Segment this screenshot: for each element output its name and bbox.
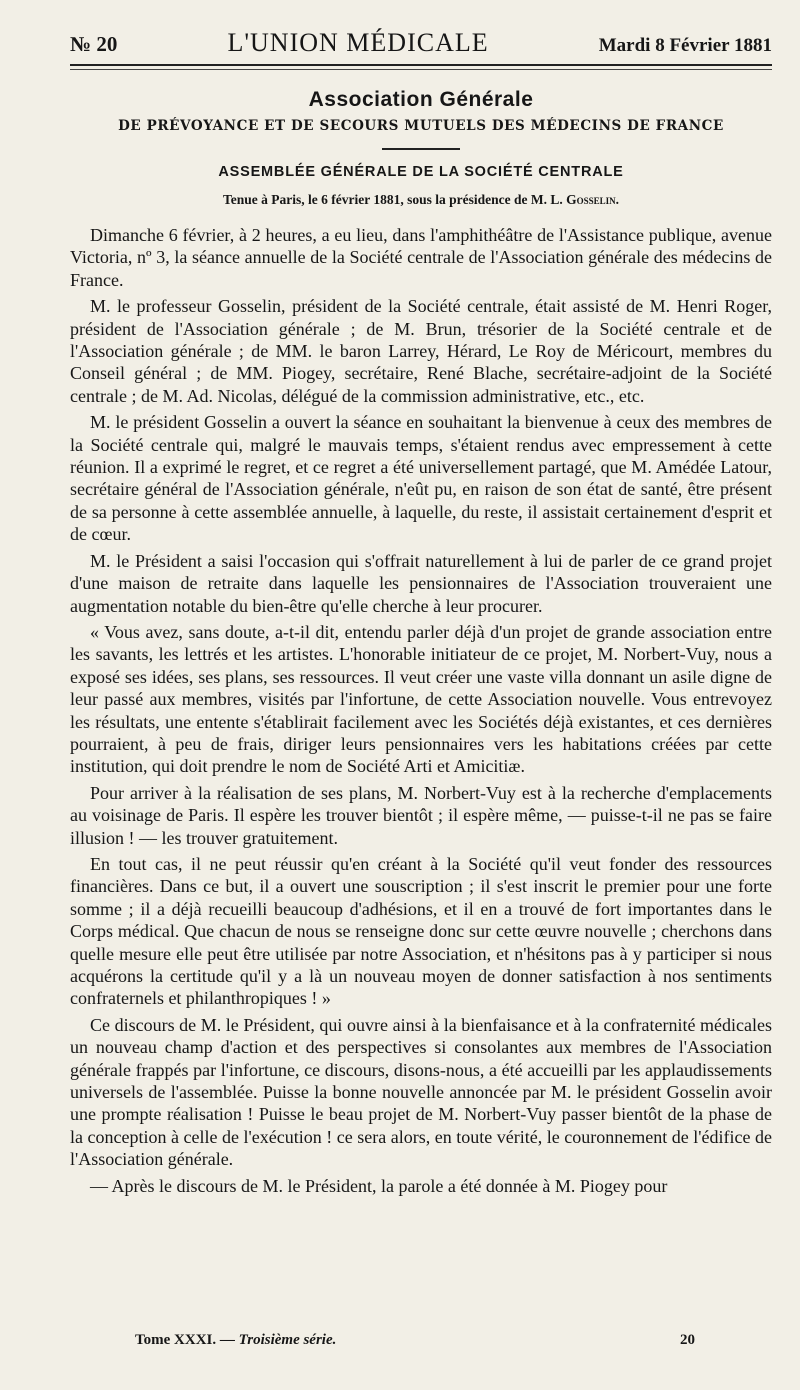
separator-rule xyxy=(382,148,460,150)
session-prefix: Tenue à Paris, le 6 février 1881, sous la présidence de M. L. xyxy=(222,192,567,207)
footer-volume xyxy=(135,1332,336,1349)
paragraph: — Après le discours de M. le Président, la parole a été donnée à M. Piogey pour xyxy=(90,1175,668,1196)
paragraph: Pour arriver à la réalisation de ses plans, M. Norbert-Vuy est à la recherche d'emplacements au voisinage de Paris. Il espère les trouver bientôt ; il espère même, — puisse-t-il ne pas se faire illusion ! — les trouver gratuitement. xyxy=(70,782,772,848)
session-line xyxy=(70,192,772,208)
paragraph: M. le Président a saisi l'occasion qui s'offrait naturellement à lui de parler de ce grand projet d'une maison de retraite dans laquelle les pensionnaires de l'Association trouveraient une augmentation notable du bien-être qu'elle cherche à leur procurer. xyxy=(70,550,772,616)
paragraph: Dimanche 6 février, à 2 heures, a eu lieu, dans l'amphithéâtre de l'Assistance publique, avenue Victoria, nº 3, la séance annuelle de la Société centrale de l'Association générale des médecins de France. xyxy=(70,225,772,290)
session-suffix: . xyxy=(615,192,619,207)
volume-label: Tome XXXI. — xyxy=(135,1332,239,1348)
masthead-rule xyxy=(70,64,772,66)
session-president-name: Gosselin xyxy=(566,192,616,207)
article-body xyxy=(70,224,772,1197)
paragraph: En tout cas, il ne peut réussir qu'en créant à la Société qu'il veut fonder des ressources financières. Dans ce but, il a ouvert une souscription ; il s'est inscrit le premier pour une forte somme ; il a déjà recueilli beaucoup d'adhésions, et il en a trouvé de fort importantes dans le Corps médical. Que chacun de nous se renseigne donc sur cette œuvre nouvelle ; cherchons dans quelle mesure elle peut être utilisée par notre Association, et n'hésitons pas à y participer si nous acquérons la certitude qu'il y a là un nouveau moyen de donner satisfaction à nos sentiments confraternels et philanthropiques ! » xyxy=(70,853,772,1009)
paragraph: M. le président Gosselin a ouvert la séance en souhaitant la bienvenue à ceux des membres de la Société centrale qui, malgré le mauvais temps, s'étaient rendus avec empressement à cette réunion. Il a exprimé le regret, et ce regret a été universellement partagé, que M. Amédée Latour, secrétaire général de l'Association générale, n'eût pu, en raison de son état de santé, être présent de sa personne à cette assemblée annuelle, à laquelle, du reste, il assistait certainement d'esprit et de cœur. xyxy=(70,412,772,545)
issue-number: № 20 xyxy=(70,32,118,56)
paragraph: Ce discours de M. le Président, qui ouvre ainsi à la bienfaisance et à la confraternité médicales un nouveau champ d'action et des perspectives si consolantes aux membres de l'Association générale frappés par l'infortune, ce discours, disons-nous, a été accueilli par les applaudissements universels de l'assemblée. Puisse la bonne nouvelle annoncée par M. le président Gosselin avoir une prompte réalisation ! Puisse le beau projet de M. Norbert-Vuy passer bientôt de la phase de la conception à celle de l'exécution ! ce sera alors, en toute vérité, le couronnement de l'édifice de l'Association générale. xyxy=(70,1014,772,1170)
assembly-heading: ASSEMBLÉE GÉNÉRALE DE LA SOCIÉTÉ CENTRALE xyxy=(218,164,624,180)
page-footer xyxy=(135,1332,695,1349)
masthead xyxy=(70,28,772,64)
paragraph: M. le professeur Gosselin, président de la Société centrale, était assisté de M. Henri Roger, président de l'Association générale ; de M. Brun, trésorier de la Société centrale et de l'Association générale ; de MM. le baron Larrey, Hérard, Le Roy de Méricourt, membres du Conseil général ; de MM. Piogey, secrétaire, René Blache, secrétaire-adjoint de la Société centrale ; de M. Ad. Nicolas, délégué de la commission administrative, etc., etc. xyxy=(70,296,772,406)
paragraph: « Vous avez, sans doute, a-t-il dit, entendu parler déjà d'un projet de grande association entre les savants, les lettrés et les artistes. L'honorable initiateur de ce projet, M. Norbert-Vuy, nous a exposé ses idées, ses plans, ses ressources. Il veut créer une vaste villa donnant un asile digne de leur passé aux membres, visités par l'infortune, de cette Association nouvelle. Vous entrevoyez les résultats, une entente s'établirait facilement avec les Sociétés déjà existantes, et ces dernières pourraient, à peu de frais, diriger leurs pensionnaires vers les habitations créées par cette institution, qui doit prendre le nom de Société Arti et Amicitiæ. xyxy=(70,621,772,777)
page-number: 20 xyxy=(680,1332,695,1348)
series-label: Troisième série. xyxy=(238,1332,337,1348)
masthead-rule-thin xyxy=(70,69,772,70)
section-title: Association Générale xyxy=(308,88,534,111)
journal-title: L'UNION MÉDICALE xyxy=(227,28,489,57)
section-subtitle: DE PRÉVOYANCE ET DE SECOURS MUTUELS DES MÉDECINS DE FRANCE xyxy=(118,118,724,134)
issue-date: Mardi 8 Février 1881 xyxy=(598,35,772,56)
